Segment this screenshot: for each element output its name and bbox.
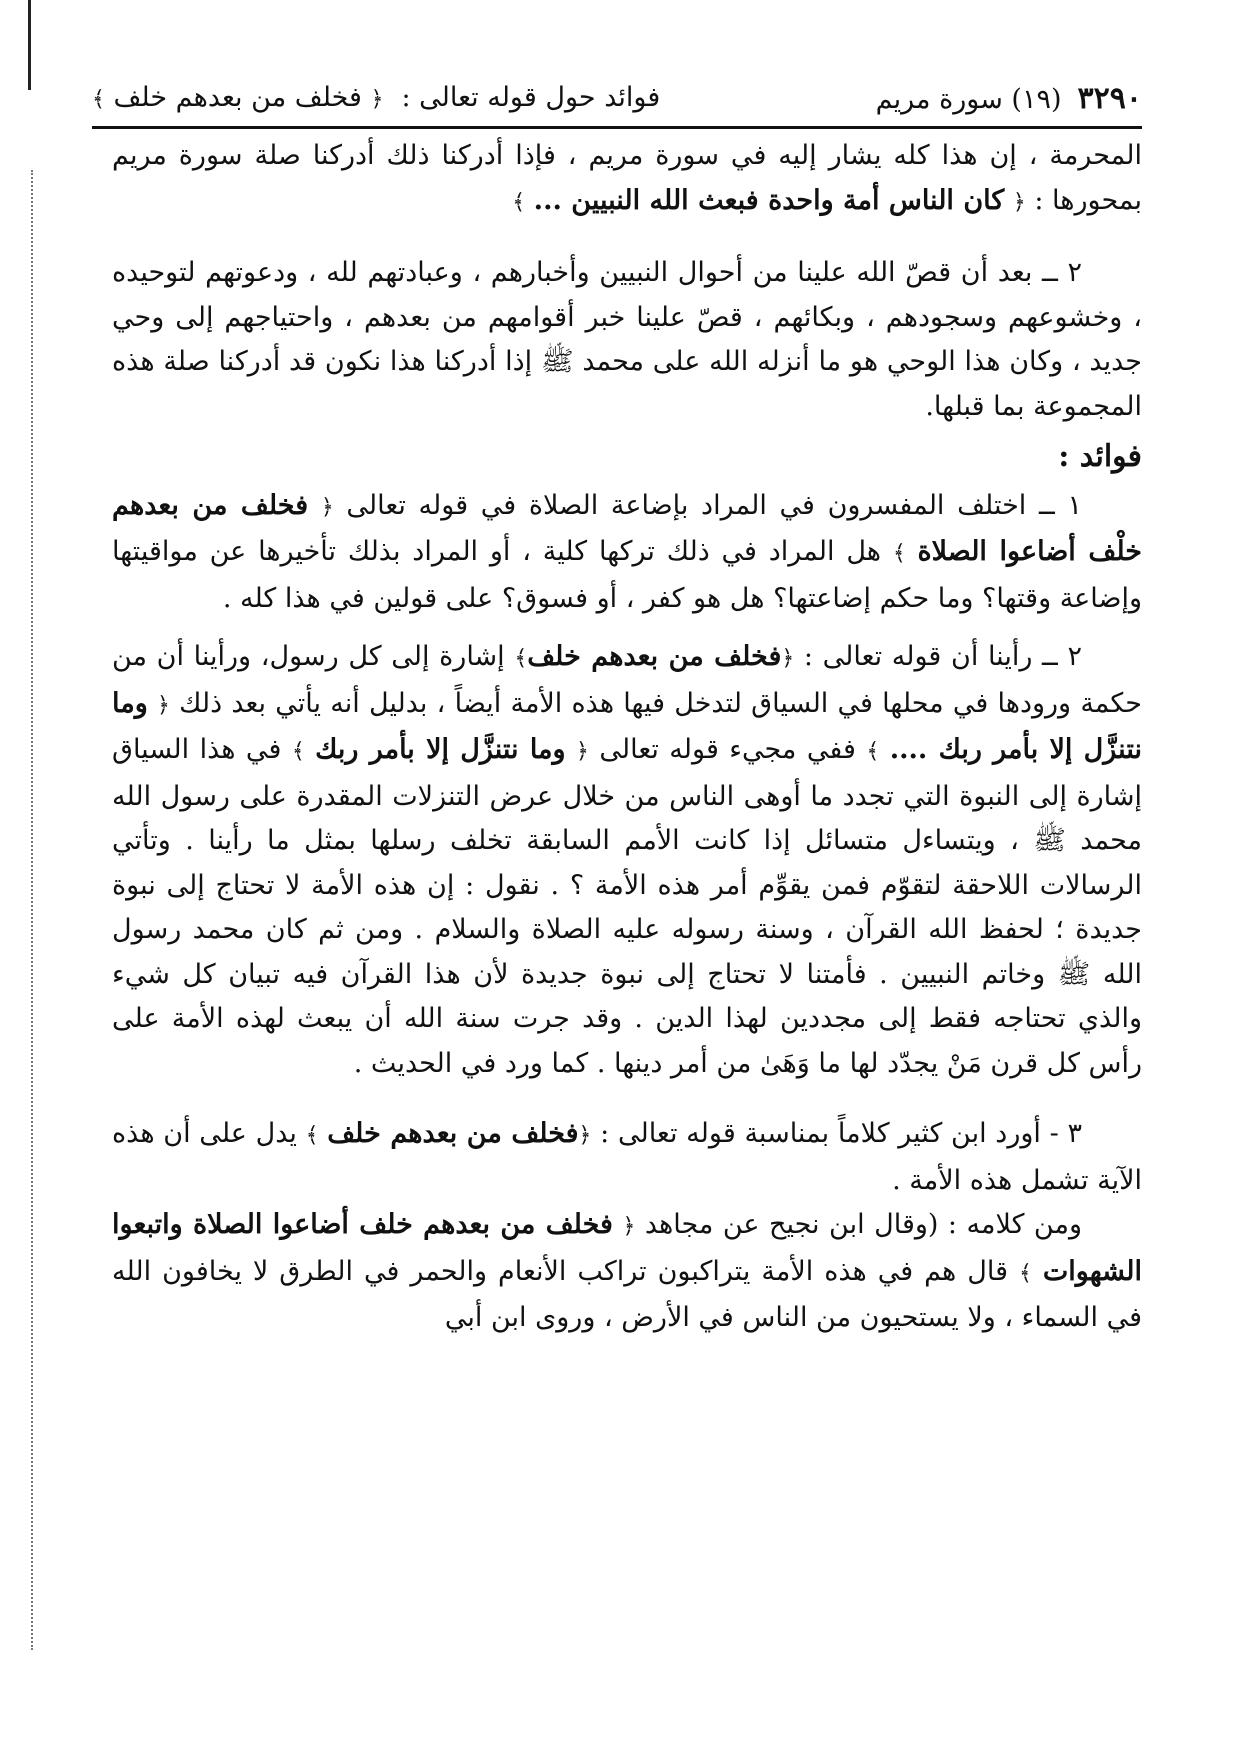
running-header: [92, 70, 1142, 129]
section-heading: فوائد :: [1058, 439, 1142, 474]
verse: وما نتنزَّل إلا بأمر ربك ....: [112, 687, 1142, 765]
benefit-1: ١ ــ اختلف المفسرون في المراد بإضاعة الصلاة في قوله تعالى ﴿ فخلف من بعدهم خلْف أضاعوا الصلاة ﴾ هل المراد في ذلك تركها كلية ، أو المراد بذلك تأخيرها عن مواقيتها وإضاعة وقتها؟ وما حكم إضاعتها؟ هل هو كفر ، أو فسوق؟ على قولين في هذا كله .: [112, 489, 1142, 614]
salawat-glyph: ﷺ: [540, 346, 574, 377]
verse: كان الناس أمة واحدة فبعث الله النبيين ...: [533, 184, 1005, 216]
scan-edge-line: [28, 0, 31, 90]
verse: فخلف من بعدهم خلف أضاعوا الصلاة واتبعوا الشهوات: [112, 1209, 1142, 1287]
header-title-prefix: فوائد حول قوله تعالى :: [401, 82, 661, 113]
header-left: [92, 78, 660, 120]
page-body: [112, 134, 1142, 1341]
verse: فخلف من بعدهم خلْف أضاعوا الصلاة: [112, 489, 1142, 567]
paragraph-2: ٢ ــ بعد أن قصّ الله علينا من أحوال النبيين وأخبارهم ، وعبادتهم لله ، ودعوتهم لتوحيده ، وخشوعهم وسجودهم ، وبكائهم ، قصّ علينا خبر أقوامهم من بعدهم ، واحتياجهم إلى وحي جديد ، وكان هذا الوحي هو ما أنزله الله على محمد ﷺ إذا أدركنا هذا نكون قد أدركنا صلة هذه المجموعة بما قبلها.: [112, 257, 1142, 422]
verse: فخلف من بعدهم خلف: [327, 1118, 579, 1149]
benefit-3: ٣ - أورد ابن كثير كلاماً بمناسبة قوله تعالى : ﴿فخلف من بعدهم خلف ﴾ يدل على أن هذه الآية تشمل هذه الأمة .: [112, 1118, 1142, 1196]
paragraph-1: المحرمة ، إن هذا كله يشار إليه في سورة مريم ، فإذا أدركنا ذلك أدركنا صلة سورة مريم بمحورها : ﴿ كان الناس أمة واحدة فبعث الله النبيين ... ﴾: [112, 140, 1142, 216]
page-number: ٣٢٩٠: [1077, 81, 1142, 116]
scan-edge-dots: [31, 170, 33, 1650]
header-right: [876, 79, 1142, 120]
verse: وما نتنزَّل إلا بأمر ربك: [315, 734, 566, 765]
sura-label: (١٩) سورة مريم: [875, 84, 1062, 115]
salawat-glyph: ﷺ: [1033, 825, 1066, 856]
benefit-3-quote: ومن كلامه : (وقال ابن نجيح عن مجاهد ﴿ فخلف من بعدهم خلف أضاعوا الصلاة واتبعوا الشهوات ﴾ قال هم في هذه الأمة يتراكبون تراكب الأنعام والحمر في الطرق لا يخافون الله في السماء ، ولا يستحيون من الناس في الأرض ، وروى ابن أبي: [112, 1209, 1142, 1333]
header-title-verse: ﴿ فخلف من بعدهم خلف ﴾: [92, 82, 384, 113]
verse: فخلف من بعدهم خلف: [527, 641, 782, 672]
salawat-glyph: ﷺ: [1057, 958, 1091, 990]
benefit-2: ٢ ــ رأينا أن قوله تعالى : ﴿فخلف من بعدهم خلف﴾ إشارة إلى كل رسول، ورأينا أن من حكمة ورودها في محلها في السياق لتدخل فيها هذه الأمة أيضاً ، بدليل أنه يأتي بعد ذلك ﴿ وما نتنزَّل إلا بأمر ربك .... ﴾ ففي مجيء قوله تعالى ﴿ وما نتنزَّل إلا بأمر ربك ﴾ في هذا السياق إشارة إلى النبوة التي تجدد ما أوهى الناس من خلال عرض التنزلات المقدرة على رسول الله محمد ﷺ ، ويتساءل متسائل إذا كانت الأمم السابقة تخلف رسلها بمثل ما رأينا . وتأتي الرسالات اللاحقة لتقوّم فمن يقوِّم أمر هذه الأمة ؟ . نقول : إن هذه الأمة لا تحتاج إلى نبوة جديدة ؛ لحفظ الله القرآن ، وسنة رسوله عليه الصلاة والسلام . ومن ثم كان محمد رسول الله ﷺ وخاتم النبيين . فأمتنا لا تحتاج إلى نبوة جديدة لأن هذا القرآن فيه تبيان كل شيء والذي تحتاجه فقط إلى مجددين لهذا الدين . وقد جرت سنة الله أن يبعث لهذه الأمة على رأس كل قرن مَنْ يجدّد لها ما وَهَىٰ من أمر دينها . كما ورد في الحديث .: [112, 641, 1142, 1079]
